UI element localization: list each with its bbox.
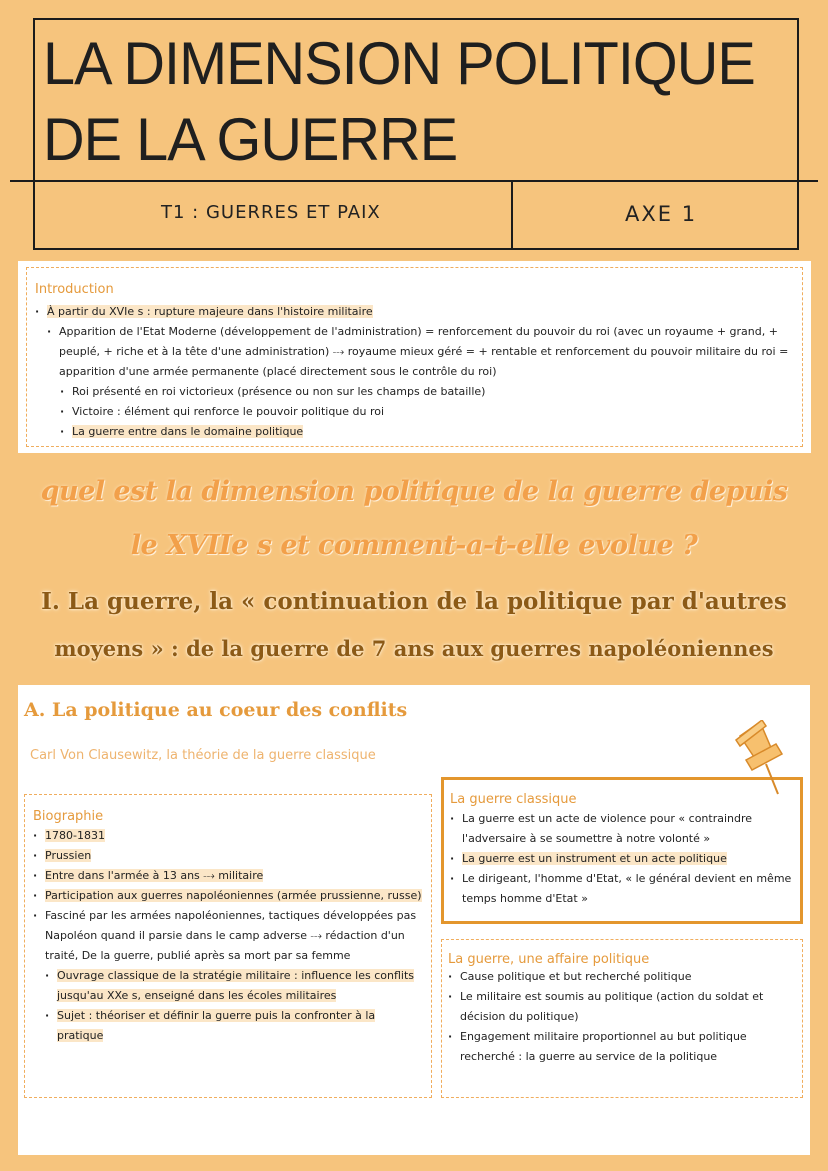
classic-item-2: · La guerre est un instrument et un acte politique [450, 849, 792, 869]
intro-item-4: · Victoire : élément qui renforce le pouvoir politique du roi [60, 402, 794, 422]
biography-box [24, 794, 432, 1098]
classic-war-heading: La guerre classique [450, 792, 577, 807]
intro-item-2: · Apparition de l'Etat Moderne (développement de l'administration) = renforcement du pouvoir du roi (avec un royaume + grand, + peuplé, + riche et à la tête d'une administration) ⤏ royaume mieux géré = + rentable et renforcement du pouvoir militaire du roi = apparition d'une armée permanente (placé directement sous le contrôle du roi) [47, 322, 794, 382]
intro-card [18, 261, 811, 453]
question-line-1: quel est la dimension politique de la guerre depuis [40, 476, 788, 507]
classic-item-3: · Le dirigeant, l'homme d'Etat, « le général devient en même temps homme d'Etat » [450, 869, 792, 909]
intro-box [26, 267, 803, 447]
affair-item-2: · Le militaire est soumis au politique (action du soldat et décision du politique) [448, 987, 794, 1027]
theme-label: T1 : GUERRES ET PAIX [161, 202, 381, 223]
page-title-line-1: LA DIMENSION POLITIQUE [43, 30, 755, 97]
subtitle-divider [511, 182, 513, 248]
bio-item-1: · 1780-1831 [33, 826, 423, 846]
title-box [33, 18, 799, 180]
page-title-line-2: DE LA GUERRE [43, 106, 458, 173]
axis-label: AXE 1 [625, 202, 698, 226]
bio-item-2: · Prussien [33, 846, 423, 866]
section-a-title: A. La politique au coeur des conflits [24, 699, 408, 721]
pushpin-icon [732, 720, 792, 800]
political-affair-box [441, 939, 803, 1098]
bio-item-4: · Participation aux guerres napoléoniennes (armée prussienne, russe) [33, 886, 423, 906]
part-title-line-2: moyens » : de la guerre de 7 ans aux guerres napoléoniennes [54, 636, 774, 661]
classic-item-1: · La guerre est un acte de violence pour « contraindre l'adversaire à se soumettre à notre volonté » [450, 809, 792, 849]
intro-item-5: · La guerre entre dans le domaine politique [60, 422, 794, 442]
affair-item-1: · Cause politique et but recherché politique [448, 967, 794, 987]
intro-item-1: · À partir du XVIe s : rupture majeure dans l'histoire militaire [35, 302, 794, 322]
political-affair-heading: La guerre, une affaire politique [448, 952, 650, 967]
bio-item-3: · Entre dans l'armée à 13 ans ⤏ militaire [33, 866, 423, 886]
bio-item-5: · Fasciné par les armées napoléoniennes, tactiques développées pas Napoléon quand il parsie dans le camp adverse ⤏ rédaction d'un traité, De la guerre, publié après sa mort par sa femme [33, 906, 423, 966]
subtitle-box [33, 182, 799, 250]
intro-heading: Introduction [35, 282, 114, 297]
part-title-line-1: I. La guerre, la « continuation de la politique par d'autres [41, 588, 787, 615]
bio-item-6: · Ouvrage classique de la stratégie militaire : influence les conflits jusqu'au XXe s, enseigné dans les écoles militaires [45, 966, 423, 1006]
question-line-2: le XVIIe s et comment-a-t-elle evolue ? [130, 530, 698, 561]
bio-item-7: · Sujet : théoriser et définir la guerre puis la confronter à la pratique [45, 1006, 423, 1046]
biography-heading: Biographie [33, 809, 104, 824]
intro-item-3: · Roi présenté en roi victorieux (présence ou non sur les champs de bataille) [60, 382, 794, 402]
affair-item-3: · Engagement militaire proportionnel au but politique recherché : la guerre au service de la politique [448, 1027, 794, 1067]
section-a-subtitle: Carl Von Clausewitz, la théorie de la guerre classique [30, 748, 376, 763]
